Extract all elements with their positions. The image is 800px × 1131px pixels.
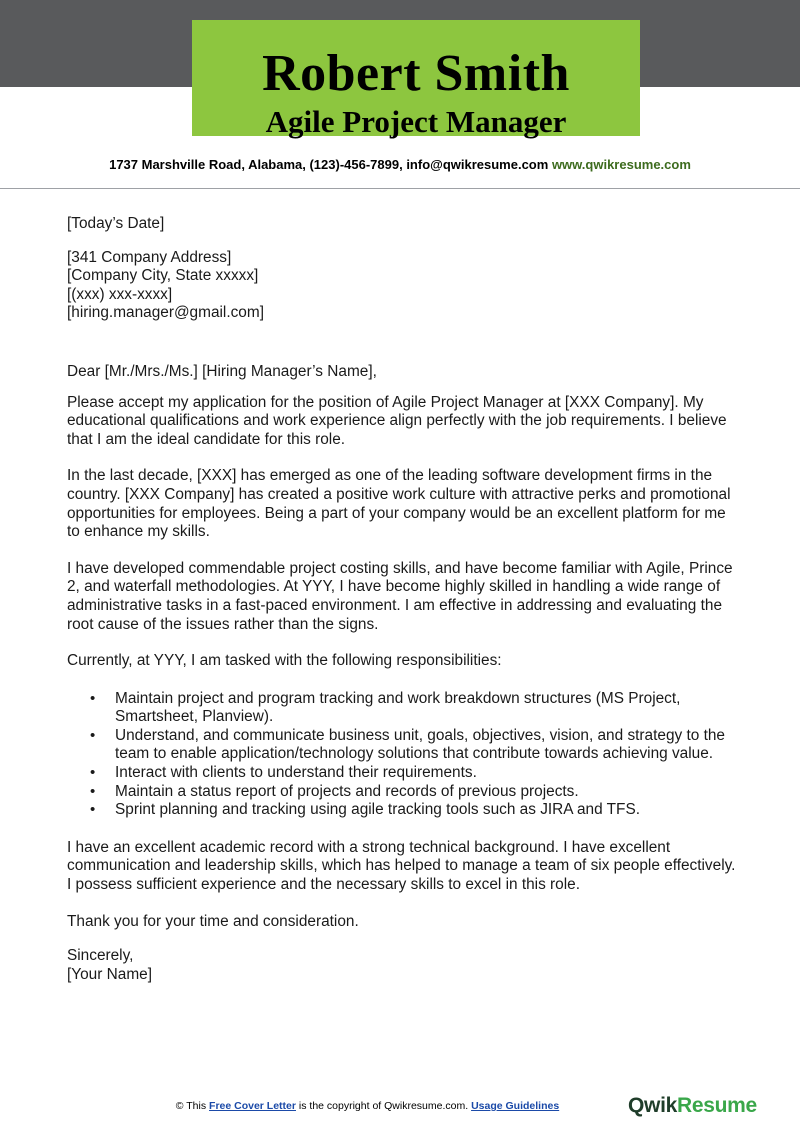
recipient-city: [Company City, State xxxxx] bbox=[67, 267, 259, 285]
footer-copyright bbox=[0, 1099, 735, 1113]
paragraph: Please accept my application for the position of Agile Project Manager at [XXX Company]. My educational qualifications and work experience align perfectly with the job requirements. I believe that I am the ideal candidate for this role. bbox=[67, 393, 727, 448]
footer-middle: is the copyright of Qwikresume.com. bbox=[298, 1100, 469, 1112]
website-link[interactable]: www.qwikresume.com bbox=[551, 157, 691, 172]
letter-body bbox=[67, 215, 739, 984]
name-box bbox=[192, 20, 640, 139]
list-item bbox=[90, 764, 739, 783]
qwikresume-logo bbox=[628, 1093, 757, 1119]
salutation: Dear [Mr./Mrs./Ms.] [Hiring Manager’s Name], bbox=[67, 362, 377, 380]
paragraph: I have developed commendable project costing skills, and have become familiar with Agile, Prince 2, and waterfall methodologies. At YYY, I have become highly skilled in handling a wide range of administrative tasks in a fast-paced environment. I am effective in addressing and evaluating the root cause of the issues rather than the signs. bbox=[67, 559, 733, 633]
recipient-phone: [(xxx) xxx-xxxx] bbox=[67, 285, 173, 303]
recipient-email: [hiring.manager@gmail.com] bbox=[67, 304, 264, 322]
recipient-address: [341 Company Address] bbox=[67, 248, 232, 266]
list-item bbox=[90, 782, 739, 802]
bullet-icon: • bbox=[90, 801, 96, 819]
paragraph: In the last decade, [XXX] has emerged as one of the leading software development firms in the country. [XXX Company] has created a positive work culture with attractive perks and promotional opportunities for employees. Being a part of your company would be an excellent platform for me to enhance my skills. bbox=[67, 467, 731, 541]
list-item-text: Understand, and communicate business unit, goals, objectives, vision, and strategy to the team to enable application/technology solutions that contribute towards achieving value. bbox=[115, 726, 725, 763]
header-divider bbox=[0, 188, 800, 189]
bullet-icon: • bbox=[90, 726, 96, 744]
usage-guidelines-link[interactable]: Usage Guidelines bbox=[471, 1100, 560, 1112]
list-item bbox=[90, 689, 739, 727]
footer-prefix: © This bbox=[175, 1100, 207, 1112]
contact-line bbox=[0, 157, 800, 173]
bullet-icon: • bbox=[90, 782, 96, 800]
bullet-icon: • bbox=[90, 764, 96, 782]
job-title: Agile Project Manager bbox=[265, 104, 567, 139]
letter-date: [Today’s Date] bbox=[67, 215, 165, 232]
signature: [Your Name] bbox=[67, 965, 152, 983]
logo-resume: Resume bbox=[676, 1094, 757, 1117]
paragraph: Currently, at YYY, I am tasked with the following responsibilities: bbox=[67, 652, 502, 670]
logo-qwik: Qwik bbox=[628, 1094, 677, 1117]
list-item bbox=[90, 726, 739, 764]
responsibilities-list bbox=[67, 690, 739, 820]
list-item-text: Maintain project and program tracking and work breakdown structures (MS Project, Smartsheet, Planview). bbox=[115, 689, 681, 726]
contact-details: 1737 Marshville Road, Alabama, (123)-456-7899, info@qwikresume.com bbox=[109, 157, 549, 172]
list-item-text: Maintain a status report of projects and records of previous projects. bbox=[115, 782, 579, 800]
list-item bbox=[90, 801, 739, 820]
thanks-line: Thank you for your time and consideration. bbox=[67, 912, 359, 930]
candidate-name: Robert Smith bbox=[262, 45, 570, 102]
bullet-icon: • bbox=[90, 689, 96, 707]
list-item-text: Interact with clients to understand their requirements. bbox=[115, 764, 477, 782]
free-cover-letter-link[interactable]: Free Cover Letter bbox=[209, 1100, 296, 1112]
sign-off: Sincerely, bbox=[67, 947, 134, 965]
list-item-text: Sprint planning and tracking using agile tracking tools such as JIRA and TFS. bbox=[115, 801, 641, 819]
paragraph: I have an excellent academic record with a strong technical background. I have excellent communication and leadership skills, which has helped to manage a team of six people effectively. I possess sufficient experience and the necessary skills to excel in this role. bbox=[67, 838, 736, 894]
